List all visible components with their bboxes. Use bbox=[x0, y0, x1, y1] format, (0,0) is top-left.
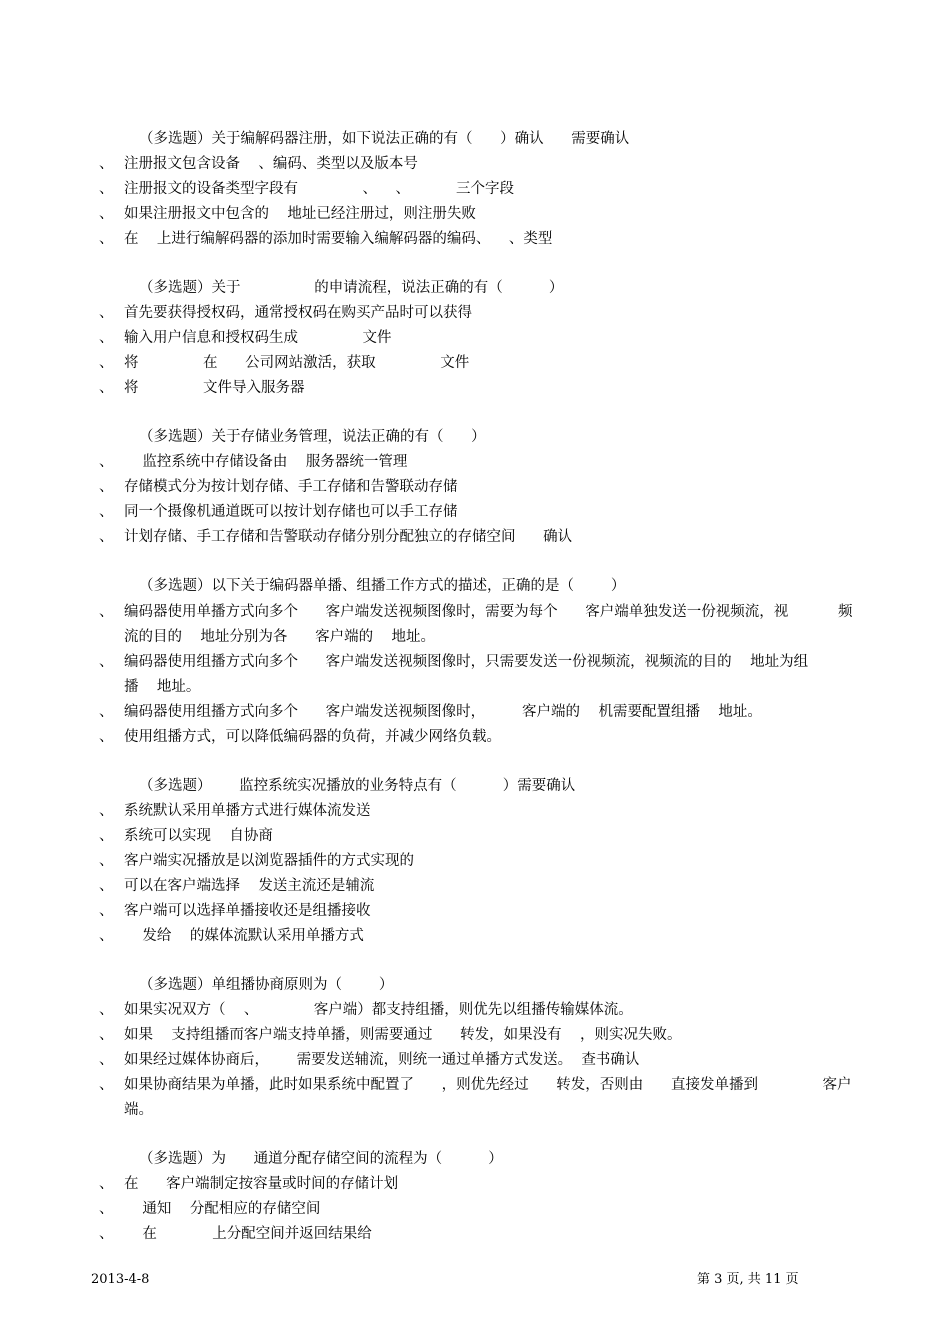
option-text: 注册报文包含设备 、编码、类型以及版本号 bbox=[124, 156, 418, 172]
option-continuation: 播 地址。 bbox=[124, 679, 201, 695]
option-marker: 、 bbox=[99, 330, 114, 346]
option-text: 将 文件导入服务器 bbox=[124, 380, 305, 396]
option-text: 如果 支持组播而客户端支持单播，则需要通过 转发，如果没有 ，则实况失败。 bbox=[124, 1027, 682, 1043]
option-marker: 、 bbox=[99, 729, 114, 745]
footer-page-number: 第 3 页, 共 11 页 bbox=[697, 1272, 799, 1287]
option-text: 在 上分配空间并返回结果给 bbox=[124, 1226, 372, 1242]
option-text: 同一个摄像机通道既可以按计划存储也可以手工存储 bbox=[124, 504, 458, 520]
option-marker: 、 bbox=[99, 878, 114, 894]
option-text: 在 上进行编解码器的添加时需要输入编解码器的编码、 、类型 bbox=[124, 231, 553, 247]
option-marker: 、 bbox=[99, 1052, 114, 1068]
option-marker: 、 bbox=[99, 206, 114, 222]
option-continuation: 端。 bbox=[124, 1102, 153, 1118]
option-marker: 、 bbox=[99, 231, 114, 247]
question-stem: （多选题）关于 的申请流程，说法正确的有（ ） bbox=[139, 280, 564, 296]
option-text: 如果注册报文中包含的 地址已经注册过，则注册失败 bbox=[124, 206, 476, 222]
option-text: 系统默认采用单播方式进行媒体流发送 bbox=[124, 803, 371, 819]
option-marker: 、 bbox=[99, 1002, 114, 1018]
option-text: 编码器使用单播方式向多个 客户端发送视频图像时，需要为每个 客户端单独发送一份视频流，视 bbox=[124, 604, 789, 620]
option-marker: 、 bbox=[99, 803, 114, 819]
option-text: 输入用户信息和授权码生成 文件 bbox=[124, 330, 392, 346]
option-text: 可以在客户端选择 发送主流还是辅流 bbox=[124, 878, 375, 894]
option-continuation: 流的目的 地址分别为各 客户端的 地址。 bbox=[124, 629, 436, 645]
option-marker: 、 bbox=[99, 504, 114, 520]
option-text: 计划存储、手工存储和告警联动存储分别分配独立的存储空间 确认 bbox=[124, 529, 573, 545]
question-stem: （多选题）以下关于编码器单播、组播工作方式的描述，正确的是（ ） bbox=[139, 578, 626, 594]
option-text: 编码器使用组播方式向多个 客户端发送视频图像时，只需要发送一份视频流，视频流的目的 地址为组 bbox=[124, 654, 809, 670]
question-stem: （多选题）单组播协商原则为（ ） bbox=[139, 977, 394, 993]
option-marker: 、 bbox=[99, 1201, 114, 1217]
option-marker: 、 bbox=[99, 181, 114, 197]
question-stem: （多选题） 监控系统实况播放的业务特点有（ ）需要确认 bbox=[139, 778, 576, 794]
option-text: 存储模式分为按计划存储、手工存储和告警联动存储 bbox=[124, 479, 458, 495]
option-text: 将 在 公司网站激活，获取 文件 bbox=[124, 355, 470, 371]
option-text: 通知 分配相应的存储空间 bbox=[124, 1201, 321, 1217]
footer-date: 2013-4-8 bbox=[91, 1272, 150, 1287]
option-marker: 、 bbox=[99, 156, 114, 172]
option-marker: 、 bbox=[99, 853, 114, 869]
option-marker: 、 bbox=[99, 928, 114, 944]
option-text: 客户端可以选择单播接收还是组播接收 bbox=[124, 903, 371, 919]
option-marker: 、 bbox=[99, 355, 114, 371]
option-marker: 、 bbox=[99, 1027, 114, 1043]
option-text: 在 客户端制定按容量或时间的存储计划 bbox=[124, 1176, 399, 1192]
option-text: 如果实况双方（ 、 客户端）都支持组播，则优先以组播传输媒体流。 bbox=[124, 1002, 633, 1018]
option-text: 如果协商结果为单播，此时如果系统中配置了 ，则优先经过 转发，否则由 直接发单播到 客户 bbox=[124, 1077, 852, 1093]
option-marker: 、 bbox=[99, 604, 114, 620]
option-text: 编码器使用组播方式向多个 客户端发送视频图像时， 客户端的 机需要配置组播 地址。 bbox=[124, 704, 762, 720]
option-text: 如果经过媒体协商后， 需要发送辅流，则统一通过单播方式发送。 查书确认 bbox=[124, 1052, 640, 1068]
option-marker: 、 bbox=[99, 903, 114, 919]
option-marker: 、 bbox=[99, 380, 114, 396]
option-marker: 、 bbox=[99, 305, 114, 321]
question-stem: （多选题）关于编解码器注册，如下说法正确的有（ ）确认 需要确认 bbox=[139, 131, 630, 147]
option-text: 注册报文的设备类型字段有 、 、 三个字段 bbox=[124, 181, 515, 197]
option-marker: 、 bbox=[99, 1226, 114, 1242]
option-marker: 、 bbox=[99, 828, 114, 844]
option-marker: 、 bbox=[99, 454, 114, 470]
option-marker: 、 bbox=[99, 479, 114, 495]
option-text: 首先要获得授权码，通常授权码在购买产品时可以获得 bbox=[124, 305, 472, 321]
option-marker: 、 bbox=[99, 1176, 114, 1192]
option-text: 监控系统中存储设备由 服务器统一管理 bbox=[124, 454, 408, 470]
question-stem: （多选题）为 通道分配存储空间的流程为（ ） bbox=[139, 1151, 503, 1167]
option-text: 发给 的媒体流默认采用单播方式 bbox=[124, 928, 364, 944]
option-marker: 、 bbox=[99, 654, 114, 670]
option-text: 使用组播方式，可以降低编码器的负荷，并减少网络负载。 bbox=[124, 729, 501, 745]
option-text-tail: 频 bbox=[838, 604, 853, 620]
option-marker: 、 bbox=[99, 529, 114, 545]
option-text: 客户端实况播放是以浏览器插件的方式实现的 bbox=[124, 853, 414, 869]
option-text: 系统可以实现 自协商 bbox=[124, 828, 273, 844]
option-marker: 、 bbox=[99, 704, 114, 720]
option-marker: 、 bbox=[99, 1077, 114, 1093]
question-stem: （多选题）关于存储业务管理，说法正确的有（ ） bbox=[139, 429, 486, 445]
